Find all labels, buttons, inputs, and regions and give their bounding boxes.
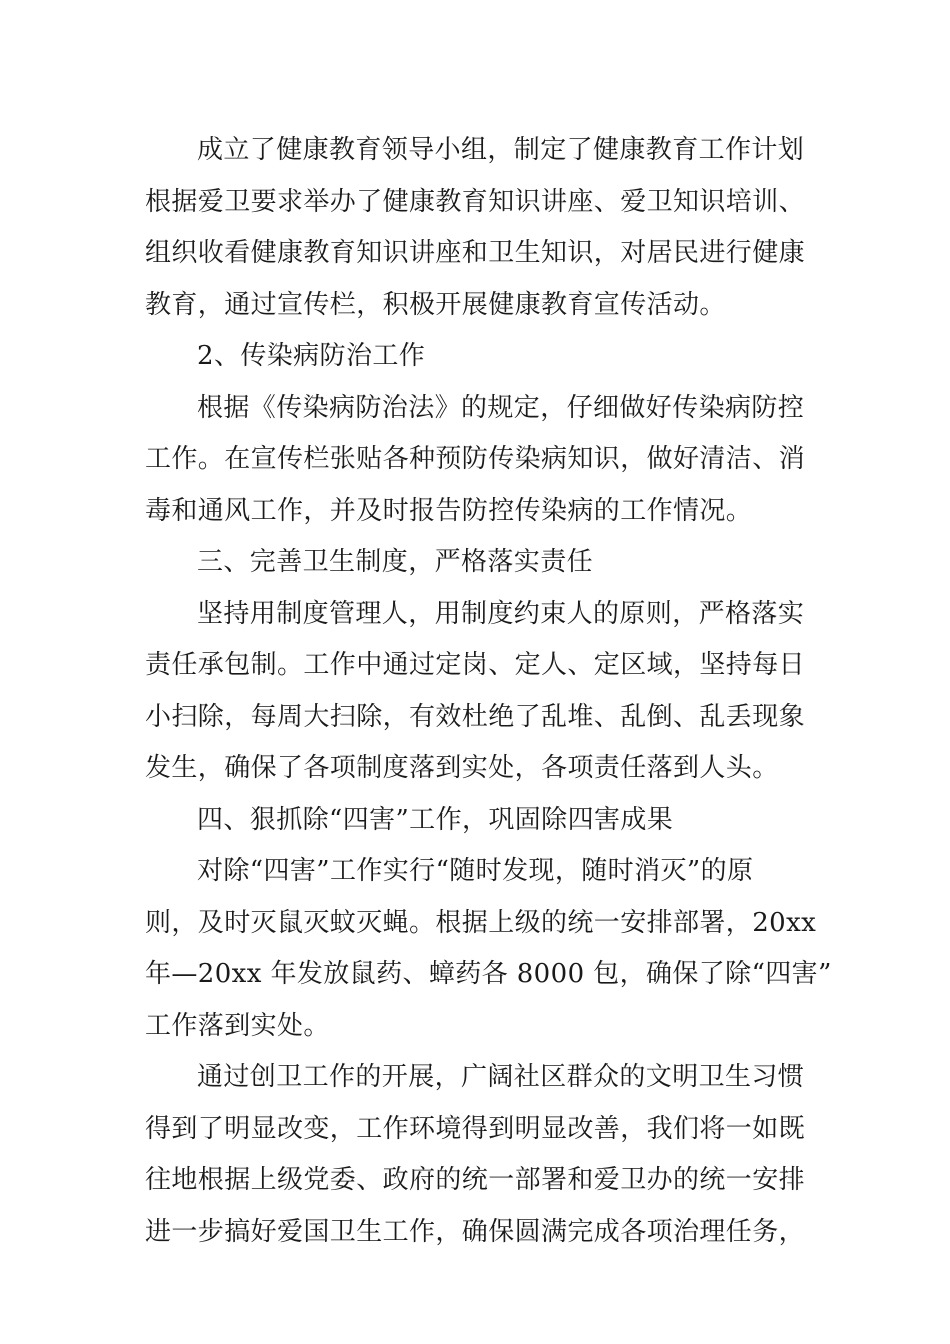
text-line-16: 则，及时灭鼠灭蚊灭蝇。根据上级的统一安排部署，20xx (145, 908, 817, 938)
section-heading-2: 2、传染病防治工作 (197, 341, 426, 371)
text-line-11: 责任承包制。工作中通过定岗、定人、定区域，坚持每日 (145, 650, 806, 680)
text-line-12: 小扫除，每周大扫除，有效杜绝了乱堆、乱倒、乱丢现象 (145, 702, 806, 732)
text-line-19: 通过创卫工作的开展，广阔社区群众的文明卫生习惯 (197, 1062, 805, 1092)
text-line-13: 发生，确保了各项制度落到实处，各项责任落到人头。 (145, 753, 779, 783)
text-line-6: 根据《传染病防治法》的规定，仔细做好传染病防控 (197, 393, 805, 423)
text-line-22: 进一步搞好爱国卫生工作，确保圆满完成各项治理任务， (145, 1217, 806, 1247)
text-line-17: 年—20xx 年发放鼠药、蟑药各 8000 包，确保了除“四害” (145, 959, 832, 989)
text-line-2: 根据爱卫要求举办了健康教育知识讲座、爱卫知识培训、 (145, 187, 806, 217)
text-line-3: 组织收看健康教育知识讲座和卫生知识，对居民进行健康 (145, 238, 806, 268)
text-line-4: 教育，通过宣传栏，积极开展健康教育宣传活动。 (145, 290, 726, 320)
text-line-1: 成立了健康教育领导小组，制定了健康教育工作计划 (197, 135, 805, 165)
text-line-8: 毒和通风工作，并及时报告防控传染病的工作情况。 (145, 496, 753, 526)
section-heading-3: 三、完善卫生制度，严格落实责任 (197, 547, 594, 577)
text-line-10: 坚持用制度管理人，用制度约束人的原则，严格落实 (197, 599, 805, 629)
text-line-21: 往地根据上级党委、政府的统一部署和爱卫办的统一安排 (145, 1165, 806, 1195)
text-line-15: 对除“四害”工作实行“随时发现，随时消灭”的原 (197, 856, 754, 886)
text-line-18: 工作落到实处。 (145, 1011, 330, 1041)
text-line-20: 得到了明显改变，工作环境得到明显改善，我们将一如既 (145, 1114, 806, 1144)
section-heading-4: 四、狠抓除“四害”工作，巩固除四害成果 (197, 805, 674, 835)
text-line-7: 工作。在宣传栏张贴各种预防传染病知识，做好清洁、消 (145, 444, 806, 474)
